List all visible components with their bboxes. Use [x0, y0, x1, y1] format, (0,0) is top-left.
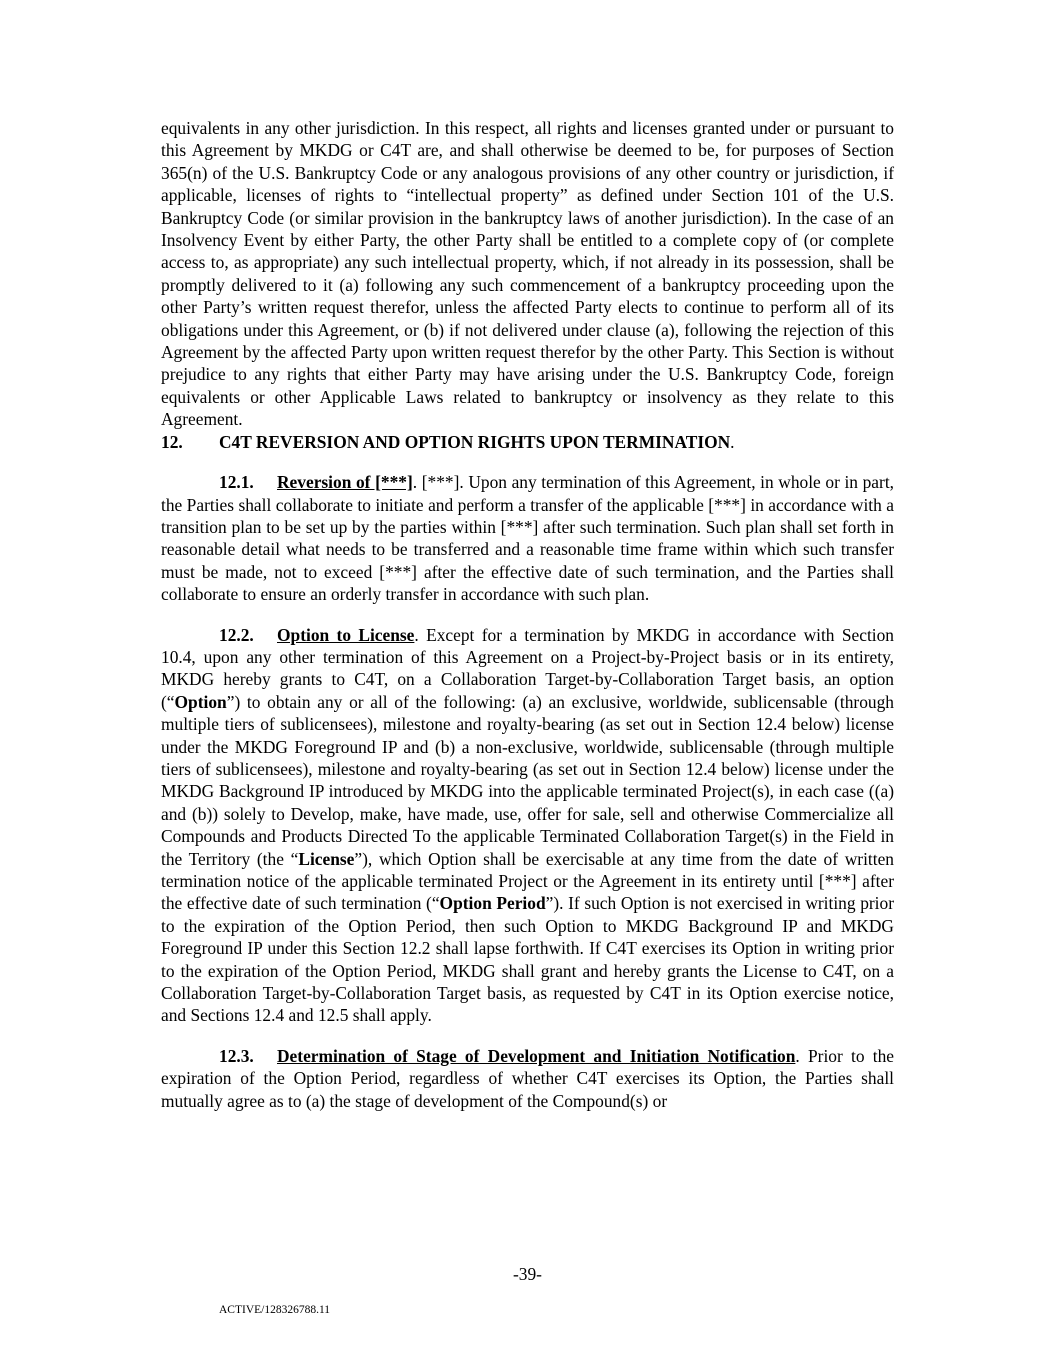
section-12-2-paragraph: [161, 624, 894, 1027]
section-12-3-title: Determination of Stage of Development and Initiation Notification: [277, 1045, 796, 1066]
section-12-2-body-1: . Except for a termination by MKDG in accordance with Section 10.4, upon any other termination of this Agreement on a Project-by-Project basis or in its entirety, MKDG hereby grants to C4T, on a Collaboration Target-by-Collaboration Target basis, an option (“: [161, 624, 894, 712]
document-body: [161, 117, 894, 1112]
section-12-3-paragraph: [161, 1045, 894, 1112]
section-12-2-number: 12.2.: [219, 624, 254, 645]
footer-document-id: ACTIVE/128326788.11: [219, 1304, 331, 1316]
section-12-1-number: 12.1.: [219, 472, 254, 493]
section-12-title: C4T REVERSION AND OPTION RIGHTS UPON TERMINATION: [219, 431, 731, 452]
section-12-2-body-3: ”), which Option shall be exercisable at any time from the date of written termination notice of the applicable terminated Project or the Agreement in its entirety until [***] after the effective date of such termination (“: [161, 848, 894, 914]
section-12-title-end: .: [730, 431, 735, 452]
section-12-3-number: 12.3.: [219, 1045, 254, 1066]
section-12-2-body-2: ”) to obtain any or all of the following: (a) an exclusive, worldwide, sublicensable (through multiple tiers of sublicensees), milestone and royalty-bearing (as set out in Section 12.4 below) license under the MKDG Foreground IP and (b) a non-exclusive, worldwide, sublicensable (through multiple tiers of sublicensees), milestone and royalty-bearing (as set out in Section 12.4 below) license under the MKDG Background IP introduced by MKDG into the applicable terminated Project(s), in each case ((a) and (b)) solely to Develop, make, have made, use, offer for sale, sell and otherwise Commercialize all Compounds and Products Directed To the applicable Terminated Collaboration Target(s) in the Field in the Territory (the “: [161, 691, 894, 869]
section-12-3-body: . Prior to the expiration of the Option Period, regardless of whether C4T exercises its Option, the Parties shall mutually agree as to (a) the stage of development of the Compound(s) or: [161, 1045, 894, 1111]
section-12-2-title: Option to License: [277, 624, 415, 645]
section-12-number: 12.: [161, 431, 183, 452]
intro-paragraph: equivalents in any other jurisdiction. In this respect, all rights and licenses granted under or pursuant to this Agreement by MKDG or C4T are, and shall otherwise be deemed to be, for purposes of Section 365(n) of the U.S. Bankruptcy Code or any analogous provisions of any other country or jurisdiction, if applicable, licenses of rights to “intellectual property” as defined under Section 101 of the U.S. Bankruptcy Code (or similar provision in the bankruptcy laws of another jurisdiction). In the case of an Insolvency Event by either Party, the other Party shall be entitled to a complete copy of (or complete access to, as appropriate) any such intellectual property, which, if not already in its possession, shall be promptly delivered to it (a) following any such commencement of a bankruptcy proceeding upon the other Party’s written request therefor, unless the affected Party elects to continue to perform all of its obligations under this Agreement, or (b) if not delivered under clause (a), following the rejection of this Agreement by the affected Party upon written request therefor by the other Party. This Section is without prejudice to any rights that either Party may have arising under the U.S. Bankruptcy Code, foreign equivalents or other Applicable Laws related to bankruptcy or insolvency as they relate to this Agreement.: [161, 118, 894, 430]
section-12-1-title: Reversion of [***]: [277, 472, 413, 493]
defined-term-license: License: [298, 848, 355, 869]
defined-term-option-period: Option Period: [439, 893, 546, 914]
defined-term-option: Option: [174, 691, 227, 712]
section-12-1-body: . [***]. Upon any termination of this Agreement, in whole or in part, the Parties shall collaborate to initiate and perform a transfer of the applicable [***] in accordance with a transition plan to be set up by the parties within [***] after such termination. Such plan shall set forth in reasonable detail what needs to be transferred and a reasonable time frame within which such transfer must be made, not to exceed [***] after the effective date of such termination, and the Parties shall collaborate to ensure an orderly transfer in accordance with such plan.: [161, 472, 894, 605]
page-number: -39-: [513, 1264, 542, 1284]
section-12-heading: [161, 431, 894, 453]
section-12-1-paragraph: [161, 471, 894, 605]
section-12-2-body-4: ”). If such Option is not exercised in writing prior to the expiration of the Option Period, then such Option to MKDG Background IP and MKDG Foreground IP under this Section 12.2 shall lapse forthwith. If C4T exercises its Option in writing prior to the expiration of the Option Period, MKDG shall grant and hereby grants the License to C4T, on a Collaboration Target-by-Collaboration Target basis, as requested by C4T in its Option exercise notice, and Sections 12.4 and 12.5 shall apply.: [161, 893, 894, 1026]
